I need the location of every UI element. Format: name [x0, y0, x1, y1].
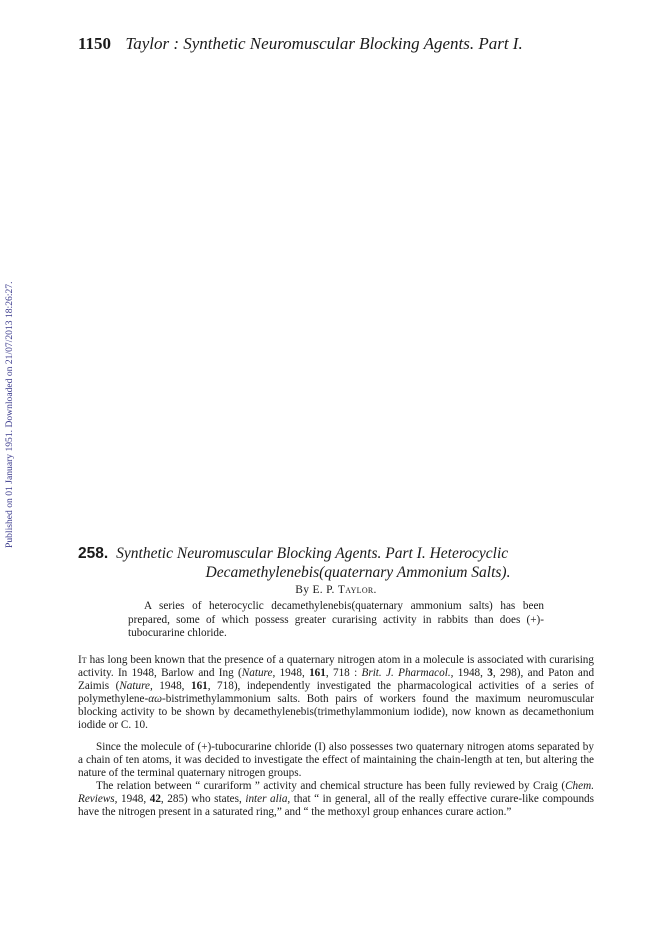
- ref-year: 1948,: [117, 793, 150, 805]
- byline: [0, 584, 672, 596]
- ref-volume: 161: [190, 680, 208, 692]
- author-name: Taylor.: [337, 584, 377, 596]
- abstract: [128, 600, 544, 641]
- page-number: 1150: [78, 34, 112, 53]
- body-paragraph-1: [78, 654, 594, 732]
- body-paragraph-2: Since the molecule of (+)-tubocurarine chloride (I) also possesses two quaternary nitrogen atoms separated by a chain of ten atoms, it was decided to investigate the effect of maintaining the chain-length at ten, but altering the nature of the terminal quaternary nitrogen groups.: [78, 741, 594, 779]
- running-header: [78, 34, 523, 54]
- byline-by: By E. P.: [295, 584, 335, 596]
- article-number: 258.: [78, 545, 109, 562]
- text-run: that “ in general, all of the really effective curare-like compounds have the nitrogen present in a saturated ring,” and “ the methoxyl group enhances curare action.”: [78, 793, 595, 818]
- body-paragraph-3: [78, 780, 594, 819]
- title-line-1: Synthetic Neuromuscular Blocking Agents. Part I. Heterocyclic: [116, 545, 509, 562]
- ref-page: , 298), and Paton and Zaimis (: [78, 667, 595, 692]
- ref-volume: 42: [149, 793, 161, 805]
- journal-name: Nature,: [119, 680, 153, 692]
- ref-year: 1948,: [275, 667, 310, 679]
- ref-year: 1948,: [152, 680, 191, 692]
- ref-page: , 285) who states,: [160, 793, 246, 805]
- ref-volume: 161: [309, 667, 326, 679]
- journal-name: Brit. J. Pharmacol.,: [361, 667, 454, 679]
- journal-name: Chem. Reviews,: [78, 780, 594, 805]
- article-title: [78, 544, 638, 582]
- text-run: -bistrimethylammonium salts. Both pairs of workers found the maximum neuromuscular blocking activity to be shown by decamethylenebis(trimethylammonium iodide), now known as decamethonium iodide or C. 10.: [78, 693, 594, 731]
- text-run: has long been known that the presence of a quaternary nitrogen atom in a molecule is associated with curarising activity. In 1948, Barlow and Ing (: [78, 654, 594, 679]
- title-line-2: Decamethylenebis(quaternary Ammonium Salts).: [205, 564, 511, 581]
- ref-page: , 718), independently investigated the pharmacological activities of a series of polymethylene-: [78, 680, 595, 705]
- journal-name: Nature,: [241, 667, 276, 679]
- download-stamp-text: Published on 01 January 1951. Downloaded on 21/07/2013 18:26:27.: [4, 281, 15, 548]
- text-run: The relation between “ curariform ” activity and chemical structure has been fully reviewed by Craig (: [96, 780, 566, 792]
- download-stamp: [4, 282, 15, 548]
- lead-word: It: [78, 654, 87, 666]
- ref-volume: 3: [487, 667, 493, 679]
- abstract-text: A series of heterocyclic decamethylenebis(quaternary ammonium salts) has been prepared, some of which possess greater curarising activity in rabbits than does (+)-tubocurarine chloride.: [128, 600, 544, 640]
- ref-page: , 718 :: [325, 667, 362, 679]
- running-title: Taylor : Synthetic Neuromuscular Blocking Agents. Part I.: [125, 34, 523, 53]
- alpha-omega: αω: [148, 693, 162, 705]
- ref-year: 1948,: [453, 667, 488, 679]
- inter-alia: inter alia,: [245, 793, 291, 805]
